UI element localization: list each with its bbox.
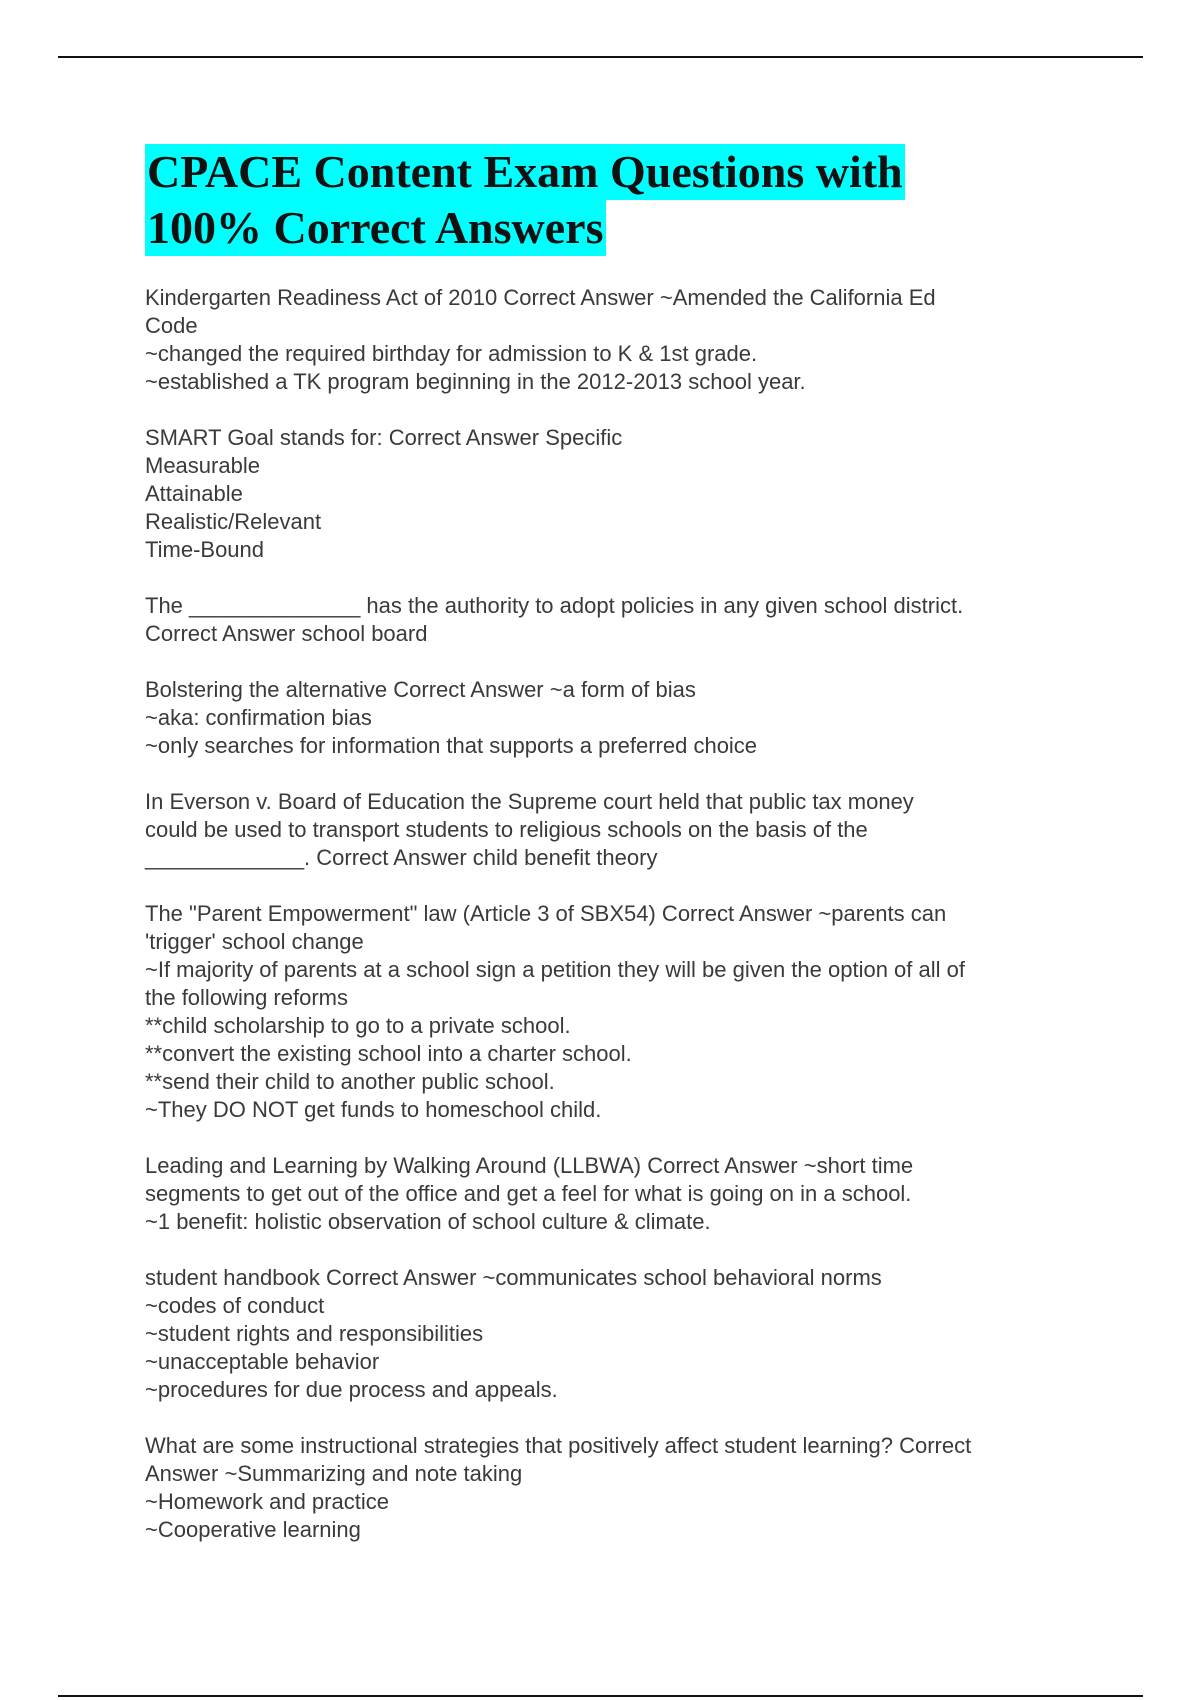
qa-answer-line: Realistic/Relevant xyxy=(145,509,322,534)
qa-answer-line: Answer ~Summarizing and note taking xyxy=(145,1461,523,1486)
qa-answer-line: ~Cooperative learning xyxy=(145,1517,361,1542)
qa-answer-line: ~1 benefit: holistic observation of school culture & climate. xyxy=(145,1209,711,1234)
qa-answer-line: ~procedures for due process and appeals. xyxy=(145,1377,558,1402)
qa-answer-line: segments to get out of the office and get a feel for what is going on in a school. xyxy=(145,1181,912,1206)
qa-answer-line: ~Homework and practice xyxy=(145,1489,389,1514)
qa-item xyxy=(145,900,1075,1124)
title-line-1: CPACE Content Exam Questions with xyxy=(145,144,905,200)
qa-answer-line: the following reforms xyxy=(145,985,348,1010)
qa-question-line: What are some instructional strategies that positively affect student learning? Correct xyxy=(145,1433,972,1458)
qa-question-line: In Everson v. Board of Education the Supreme court held that public tax money xyxy=(145,789,914,814)
top-divider xyxy=(58,56,1143,58)
qa-answer-line: Code xyxy=(145,313,198,338)
qa-question-line: Kindergarten Readiness Act of 2010 Correct Answer ~Amended the California Ed xyxy=(145,285,936,310)
qa-answer-line: ~aka: confirmation bias xyxy=(145,705,372,730)
qa-answer-line: could be used to transport students to religious schools on the basis of the xyxy=(145,817,868,842)
qa-question-line: The ______________ has the authority to adopt policies in any given school district. xyxy=(145,593,964,618)
qa-item xyxy=(145,1432,1075,1544)
qa-answer-line: Correct Answer school board xyxy=(145,621,428,646)
qa-answer-line: **convert the existing school into a charter school. xyxy=(145,1041,632,1066)
qa-question-line: Leading and Learning by Walking Around (LLBWA) Correct Answer ~short time xyxy=(145,1153,914,1178)
qa-answer-line: ~student rights and responsibilities xyxy=(145,1321,484,1346)
qa-item xyxy=(145,592,1075,648)
document-title xyxy=(145,144,1085,256)
qa-answer-line: ~codes of conduct xyxy=(145,1293,325,1318)
qa-answer-line: ~established a TK program beginning in the 2012-2013 school year. xyxy=(145,369,806,394)
qa-item xyxy=(145,788,1075,872)
bottom-divider xyxy=(58,1695,1143,1697)
qa-answer-line: ~only searches for information that supports a preferred choice xyxy=(145,733,758,758)
question-answer-list xyxy=(145,284,1075,1572)
qa-answer-line: **send their child to another public school. xyxy=(145,1069,555,1094)
qa-item xyxy=(145,424,1075,564)
qa-question-line: The "Parent Empowerment" law (Article 3 of SBX54) Correct Answer ~parents can xyxy=(145,901,947,926)
qa-question-line: student handbook Correct Answer ~communicates school behavioral norms xyxy=(145,1265,882,1290)
qa-answer-line: ~unacceptable behavior xyxy=(145,1349,380,1374)
qa-answer-line: ~They DO NOT get funds to homeschool child. xyxy=(145,1097,602,1122)
qa-answer-line: **child scholarship to go to a private school. xyxy=(145,1013,571,1038)
qa-answer-line: ~If majority of parents at a school sign a petition they will be given the option of all of xyxy=(145,957,965,982)
qa-item xyxy=(145,284,1075,396)
qa-question-line: Bolstering the alternative Correct Answer ~a form of bias xyxy=(145,677,696,702)
qa-answer-line: Time-Bound xyxy=(145,537,265,562)
qa-answer-line: _____________. Correct Answer child benefit theory xyxy=(145,845,658,870)
title-line-2: 100% Correct Answers xyxy=(145,200,606,256)
qa-item xyxy=(145,1264,1075,1404)
qa-item xyxy=(145,1152,1075,1236)
qa-answer-line: 'trigger' school change xyxy=(145,929,364,954)
qa-answer-line: Attainable xyxy=(145,481,243,506)
qa-answer-line: Measurable xyxy=(145,453,260,478)
qa-question-line: SMART Goal stands for: Correct Answer Specific xyxy=(145,425,623,450)
qa-answer-line: ~changed the required birthday for admission to K & 1st grade. xyxy=(145,341,758,366)
qa-item xyxy=(145,676,1075,760)
